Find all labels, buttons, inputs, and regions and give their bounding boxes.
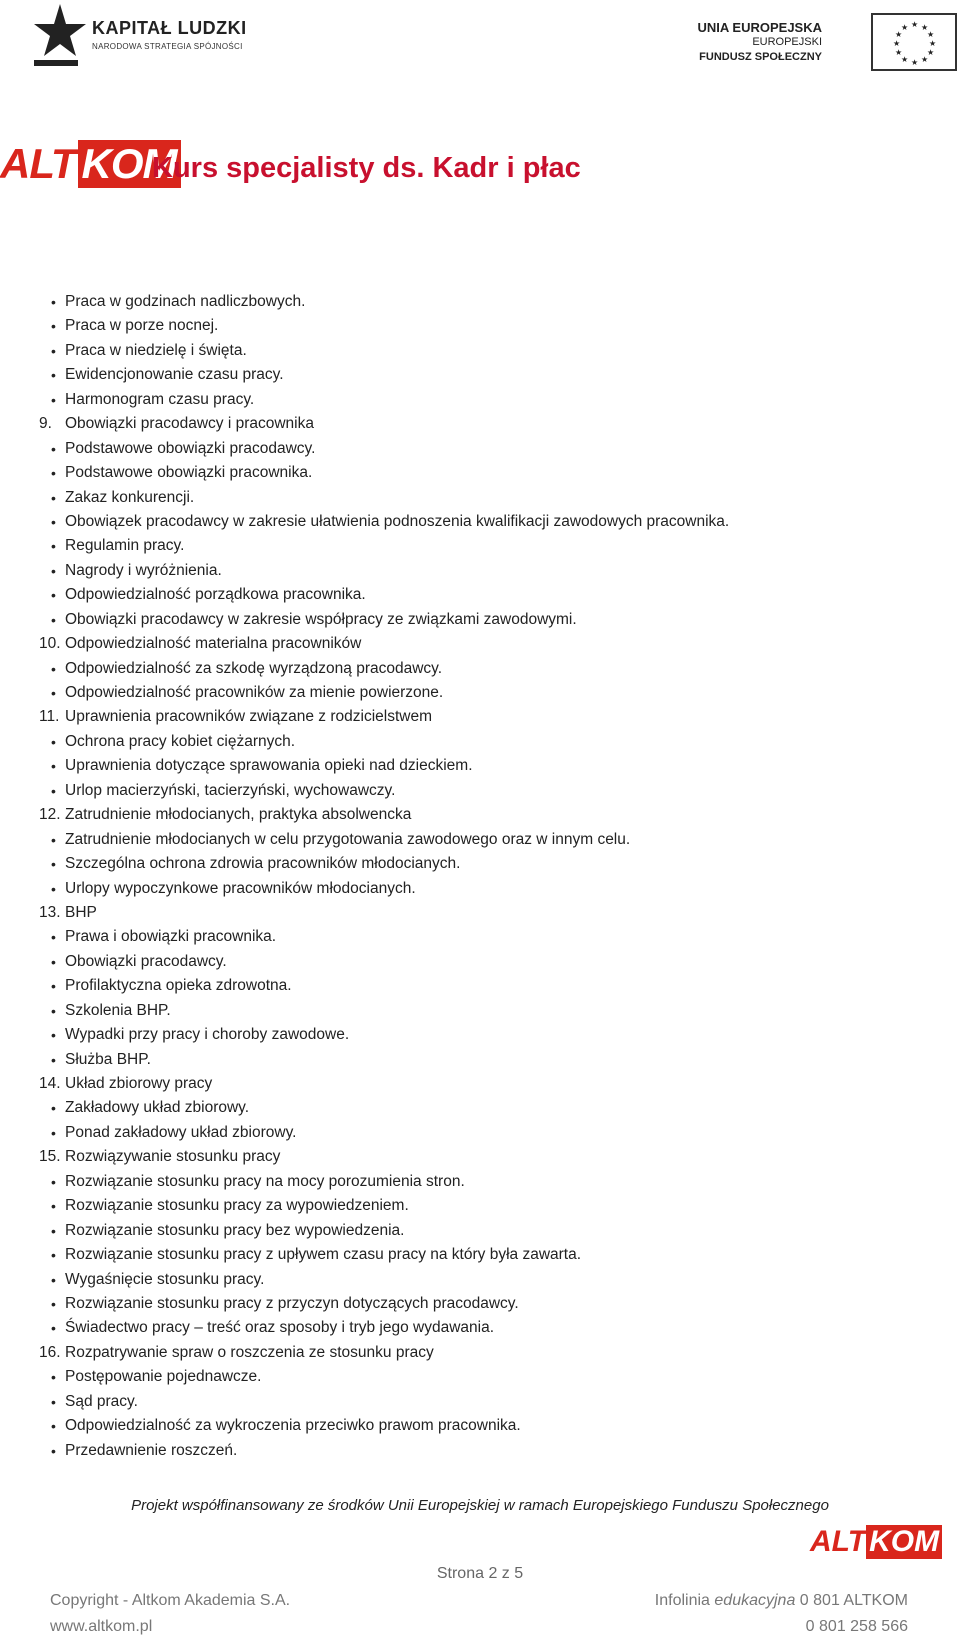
item-text: Ochrona pracy kobiet ciężarnych. (65, 732, 296, 750)
list-item (39, 461, 919, 485)
infolinia-prefix: Infolinia (654, 1592, 710, 1609)
list-item (39, 1365, 919, 1389)
list-item (39, 1414, 919, 1438)
page-number: Strona 2 z 5 (436, 1565, 524, 1582)
item-text: Zatrudnienie młodocianych, praktyka absolwencka (65, 806, 412, 824)
item-text: Służba BHP. (65, 1050, 151, 1068)
item-text: Profilaktyczna opieka zdrowotna. (65, 977, 292, 995)
item-text: Zakładowy układ zbiorowy. (65, 1099, 250, 1117)
section-heading (39, 803, 919, 827)
item-text: Urlopy wypoczynkowe pracowników młodocianych. (65, 879, 416, 897)
section-heading (39, 1145, 919, 1169)
item-text: Regulamin pracy. (65, 537, 185, 555)
item-text: Rozwiązanie stosunku pracy z upływem czasu pracy na który była zawarta. (65, 1246, 582, 1264)
eu-flag-icon (871, 13, 957, 71)
item-text: Praca w niedzielę i święta. (65, 341, 247, 359)
svg-text:★: ★ (901, 55, 909, 64)
list-item (39, 339, 919, 363)
altkom-logo-part2: KOM (78, 140, 181, 188)
item-text: Układ zbiorowy pracy (65, 1075, 213, 1092)
list-item (39, 486, 919, 510)
list-item (39, 314, 919, 338)
list-item (39, 534, 919, 558)
infolinia-line (655, 1588, 908, 1614)
list-item (39, 657, 919, 681)
infolinia-number: 0 801 ALTKOM (799, 1592, 908, 1609)
item-text: Harmonogram czasu pracy. (65, 390, 255, 408)
section-number: 9. (39, 415, 52, 433)
svg-text:★: ★ (895, 30, 903, 39)
list-item (39, 510, 919, 534)
list-item (39, 1439, 919, 1463)
list-item (39, 779, 919, 803)
item-text: Nagrody i wyróżnienia. (65, 561, 222, 579)
list-item (39, 1023, 919, 1047)
course-title: Kurs specjalisty ds. Kadr i płac (152, 152, 581, 184)
section-heading (39, 705, 919, 729)
item-text: Rozwiązanie stosunku pracy za wypowiedzeniem. (65, 1197, 409, 1215)
list-item (39, 999, 919, 1023)
item-text: Prawa i obowiązki pracownika. (65, 928, 277, 946)
phone-number: 0 801 258 566 (805, 1618, 908, 1635)
svg-text:★: ★ (929, 39, 937, 48)
list-item (39, 1316, 919, 1340)
item-text: Świadectwo pracy – treść oraz sposoby i tryb jego wydawania. (65, 1319, 495, 1337)
item-text: Urlop macierzyński, tacierzyński, wychowawczy. (65, 781, 396, 799)
section-heading (39, 901, 919, 925)
section-number: 11. (39, 708, 60, 726)
eu-line3: FUNDUSZ SPOŁECZNY (699, 51, 822, 63)
altkom-footer-logo-part2: KOM (866, 1525, 942, 1559)
kapital-ludzki-emblem-icon (30, 2, 90, 68)
section-heading (39, 412, 919, 436)
list-item (39, 388, 919, 412)
section-heading (39, 632, 919, 656)
altkom-footer-logo (810, 1525, 942, 1559)
list-item (39, 974, 919, 998)
item-text: Obowiązki pracodawcy w zakresie współpracy ze związkami zawodowymi. (65, 610, 577, 628)
list-item (39, 1292, 919, 1316)
infolinia-italic: edukacyjna (714, 1592, 796, 1609)
section-number: 13. (39, 903, 61, 921)
eu-line2: EUROPEJSKI (752, 36, 822, 48)
list-item (39, 852, 919, 876)
item-text: Rozwiązanie stosunku pracy na mocy porozumienia stron. (65, 1172, 465, 1190)
item-text: Odpowiedzialność pracowników za mienie powierzone. (65, 684, 444, 701)
svg-text:★: ★ (901, 23, 909, 32)
item-text: Praca w porze nocnej. (65, 317, 219, 335)
item-text: Ewidencjonowanie czasu pracy. (65, 366, 284, 384)
item-text: Praca w godzinach nadliczbowych. (65, 293, 306, 310)
item-text: Zatrudnienie młodocianych w celu przygotowania zawodowego oraz w innym celu. (65, 830, 631, 848)
svg-text:★: ★ (921, 23, 929, 32)
list-item (39, 363, 919, 387)
footer-right (655, 1588, 908, 1640)
item-text: Obowiązki pracodawcy. (65, 952, 227, 970)
svg-text:★: ★ (895, 48, 903, 57)
section-number: 14. (39, 1075, 61, 1092)
item-text: Odpowiedzialność porządkowa pracownika. (65, 586, 366, 604)
altkom-logo-part1: ALT (0, 140, 76, 187)
list-item (39, 950, 919, 974)
svg-text:★: ★ (927, 30, 935, 39)
website-link[interactable]: www.altkom.pl (50, 1618, 153, 1635)
item-text: BHP (65, 903, 97, 921)
list-item (39, 730, 919, 754)
svg-text:★: ★ (911, 20, 919, 29)
list-item (39, 1243, 919, 1267)
svg-text:★: ★ (927, 48, 935, 57)
section-number: 15. (39, 1148, 61, 1166)
item-text: Uprawnienia dotyczące sprawowania opieki nad dzieckiem. (65, 757, 473, 775)
item-text: Przedawnienie roszczeń. (65, 1441, 238, 1459)
list-item (39, 828, 919, 852)
kl-logo-title: KAPITAŁ LUDZKI (92, 18, 247, 38)
item-text: Rozwiązanie stosunku pracy bez wypowiedzenia. (65, 1221, 405, 1239)
list-item (39, 1194, 919, 1218)
item-text: Podstawowe obowiązki pracodawcy. (65, 439, 316, 457)
list-item (39, 1268, 919, 1292)
section-number: 10. (39, 635, 61, 653)
item-text: Odpowiedzialność materialna pracowników (65, 635, 362, 653)
list-item (39, 437, 919, 461)
item-text: Uprawnienia pracowników związane z rodzicielstwem (65, 708, 432, 726)
item-text: Ponad zakładowy układ zbiorowy. (65, 1123, 297, 1141)
list-item (39, 754, 919, 778)
item-text: Rozwiązywanie stosunku pracy (65, 1148, 281, 1166)
list-item (39, 583, 919, 607)
section-number: 16. (39, 1343, 61, 1361)
item-text: Sąd pracy. (65, 1392, 138, 1410)
list-item (39, 877, 919, 901)
list-item (39, 1096, 919, 1120)
project-note: Projekt współfinansowany ze środków Unii Europejskiej w ramach Europejskiego Funduszu Społecznego (131, 1497, 829, 1514)
item-text: Odpowiedzialność za wykroczenia przeciwko prawom pracownika. (65, 1417, 521, 1435)
kl-logo-subtitle: NARODOWA STRATEGIA SPÓJNOŚCI (92, 42, 243, 51)
list-item (39, 1390, 919, 1414)
section-heading (39, 1072, 919, 1096)
section-number: 12. (39, 806, 61, 824)
copyright-text: Copyright - Altkom Akademia S.A. (50, 1592, 291, 1609)
list-item (39, 559, 919, 583)
svg-text:★: ★ (911, 58, 919, 67)
eu-line1: UNIA EUROPEJSKA (697, 20, 822, 35)
list-item (39, 681, 919, 705)
svg-text:★: ★ (921, 55, 929, 64)
item-text: Obowiązki pracodawcy i pracownika (65, 415, 314, 433)
eu-logo-text (698, 20, 822, 65)
item-text: Wypadki przy pracy i choroby zawodowe. (65, 1026, 350, 1044)
item-text: Postępowanie pojednawcze. (65, 1368, 262, 1386)
svg-text:★: ★ (893, 39, 901, 48)
list-item (39, 290, 919, 314)
syllabus-list (39, 290, 919, 1463)
item-text: Rozpatrywanie spraw o roszczenia ze stosunku pracy (65, 1343, 434, 1361)
list-item (39, 608, 919, 632)
list-item (39, 1170, 919, 1194)
item-text: Szkolenia BHP. (65, 1001, 171, 1019)
list-item (39, 1048, 919, 1072)
list-item (39, 1121, 919, 1145)
list-item (39, 1219, 919, 1243)
item-text: Wygaśnięcie stosunku pracy. (65, 1270, 265, 1288)
item-text: Podstawowe obowiązki pracownika. (65, 464, 313, 482)
item-text: Obowiązek pracodawcy w zakresie ułatwienia podnoszenia kwalifikacji zawodowych pracownika. (65, 512, 730, 530)
kapital-ludzki-logo (30, 2, 260, 68)
item-text: Zakaz konkurencji. (65, 488, 195, 506)
item-text: Rozwiązanie stosunku pracy z przyczyn dotyczących pracodawcy. (65, 1294, 519, 1312)
footer-left (50, 1588, 290, 1640)
list-item (39, 925, 919, 949)
item-text: Odpowiedzialność za szkodę wyrządzoną pracodawcy. (65, 659, 443, 677)
item-text: Szczególna ochrona zdrowia pracowników młodocianych. (65, 855, 461, 873)
section-heading (39, 1341, 919, 1365)
altkom-footer-logo-part1: ALT (810, 1525, 867, 1558)
